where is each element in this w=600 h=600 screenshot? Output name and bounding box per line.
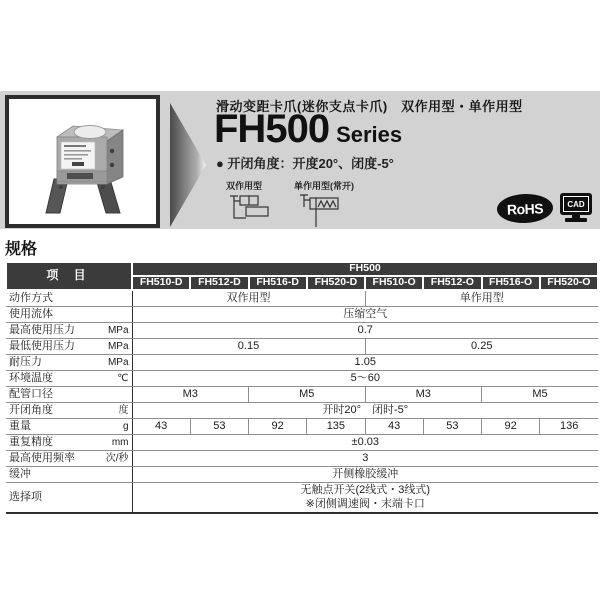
model-header: FH520-D: [307, 276, 365, 290]
cell: 开侧橡胶缓冲: [132, 466, 598, 482]
cell: 3: [132, 450, 598, 466]
spec-row-max-frequency: 最高使用频率 次/秒 3: [6, 450, 598, 466]
cell: 43: [365, 418, 423, 434]
options-line-1: 无触点开关(2线式・3线式): [300, 483, 431, 496]
group-header: FH500: [132, 262, 598, 276]
cell: 43: [132, 418, 190, 434]
cell: M5: [482, 386, 599, 402]
single-acting-symbol: [294, 193, 350, 229]
row-label: 开闭角度: [9, 403, 53, 416]
cell: M3: [365, 386, 482, 402]
circuit-diagrams: [226, 179, 354, 229]
arrow-decoration: [166, 101, 208, 229]
table-header-row: [6, 262, 598, 276]
options-line-2: ※闭侧调速阀・末端卡口: [305, 498, 425, 511]
cell: 1.05: [132, 354, 598, 370]
cell: 0.7: [132, 322, 598, 338]
spec-row-proof-pressure: 耐压力 MPa 1.05: [6, 354, 598, 370]
section-title: 规格: [5, 241, 38, 258]
double-acting-diagram: [226, 179, 274, 229]
row-label: 配管口径: [9, 387, 53, 400]
model-header: FH512-D: [190, 276, 248, 290]
rohs-label: RoHS: [506, 199, 544, 217]
row-label: 最低使用压力: [9, 339, 75, 352]
model-header: FH520-O: [540, 276, 598, 290]
series-title: FH500: [214, 107, 330, 151]
gripper-product-image: [9, 99, 156, 224]
row-label: 最高使用压力: [9, 323, 75, 336]
cell: 53: [423, 418, 481, 434]
cad-label: CAD: [563, 196, 589, 212]
cell: 双作用型: [132, 290, 365, 306]
model-header: FH510-O: [365, 276, 423, 290]
row-label: 选择项: [9, 491, 42, 504]
model-header: FH512-O: [423, 276, 481, 290]
item-header: 项 目: [6, 262, 132, 290]
cell: 5～60: [132, 370, 598, 386]
spec-row-options: [6, 482, 598, 513]
rohs-icon: [497, 193, 554, 224]
series-suffix: Series: [336, 122, 403, 147]
single-acting-label: 单作用型(常开): [294, 181, 354, 191]
cell: 136: [540, 418, 598, 434]
row-label: 缓冲: [9, 467, 31, 480]
row-label: 重量: [9, 419, 31, 432]
cell: 92: [249, 418, 307, 434]
spec-row-action-type: [6, 290, 598, 306]
row-label: 动作方式: [9, 292, 53, 305]
cell: 单作用型: [365, 290, 598, 306]
row-label: 环境温度: [9, 371, 53, 384]
model-header: FH510-D: [132, 276, 190, 290]
cell: 53: [190, 418, 248, 434]
single-acting-diagram: [294, 179, 354, 229]
spec-row-open-close-angle: 开闭角度 度 开时20° 闭时-5°: [6, 402, 598, 418]
spec-row-min-pressure: 最低使用压力 MPa 0.15 0.25: [6, 338, 598, 354]
double-acting-symbol: [226, 193, 274, 223]
cad-icon: [560, 193, 592, 223]
row-label: 重复精度: [9, 435, 53, 448]
spec-row-cushion: [6, 466, 598, 482]
angle-note: ● 开闭角度：开度20°、闭度-5°: [216, 156, 394, 171]
model-header: FH516-D: [249, 276, 307, 290]
cell: 135: [307, 418, 365, 434]
spec-row-port-size: [6, 386, 598, 402]
spec-table: [5, 261, 599, 514]
page-title: [214, 107, 402, 152]
page-subtitle: 滑动变距卡爪(迷你支点卡爪) 双作用型・单作用型: [216, 99, 523, 114]
row-label: 最高使用频率: [9, 451, 75, 464]
header-band: [0, 91, 600, 229]
cell: 开时20° 闭时-5°: [132, 402, 598, 418]
cell: [132, 482, 598, 513]
model-header: FH516-O: [482, 276, 540, 290]
double-acting-label: 双作用型: [226, 181, 263, 191]
cell: 0.25: [365, 338, 598, 354]
cell: 0.15: [132, 338, 365, 354]
certification-badges: [497, 193, 592, 223]
product-photo: [5, 95, 160, 228]
cell: M3: [132, 386, 249, 402]
cell: ±0.03: [132, 434, 598, 450]
cell: 92: [482, 418, 540, 434]
row-label: 使用流体: [9, 307, 53, 320]
cell: 压缩空气: [132, 306, 598, 322]
spec-row-ambient-temp: 环境温度 ℃ 5～60: [6, 370, 598, 386]
spec-row-fluid: [6, 306, 598, 322]
cell: M5: [249, 386, 366, 402]
spec-row-repeatability: 重复精度 mm ±0.03: [6, 434, 598, 450]
row-label: 耐压力: [9, 355, 42, 368]
spec-row-max-pressure: 最高使用压力 MPa 0.7: [6, 322, 598, 338]
spec-row-weight: 重量 g 43 53 92 135 43 53 92 136: [6, 418, 598, 434]
